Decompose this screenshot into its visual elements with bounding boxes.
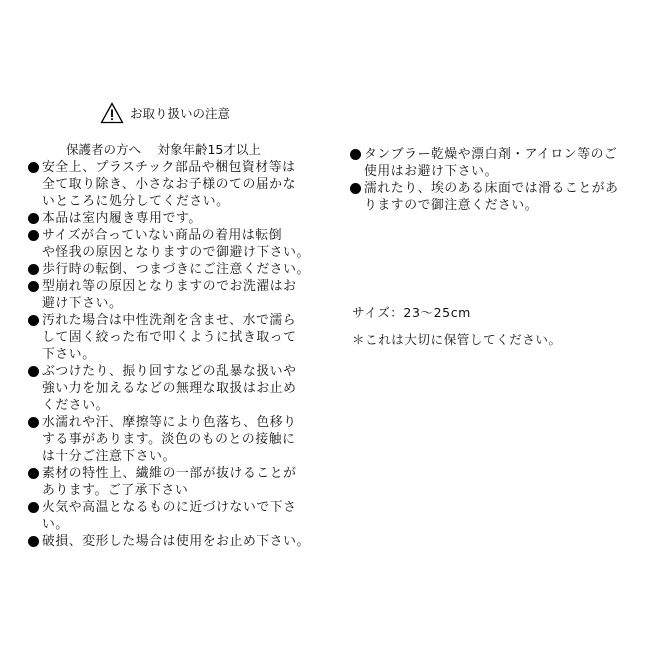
bullet-icon — [27, 227, 42, 244]
caution-item-line: 火気や高温となるものに近づけないで下さ — [42, 500, 297, 515]
caution-item-line: 破損、変形した場合は使用をお止め下さい。 — [42, 534, 310, 549]
caution-item — [27, 465, 327, 499]
caution-item-line: タンブラー乾燥や漂白剤・アイロン等のご — [364, 147, 618, 162]
caution-item — [27, 499, 327, 533]
caution-item — [349, 180, 639, 214]
caution-item-line: 型崩れ等の原因となりますのでお洗濯はお — [42, 279, 297, 294]
caution-item-line: 避け下さい。 — [42, 296, 123, 311]
caution-item-line: い。 — [42, 517, 69, 532]
guardian-age-note: 保護者の方へ 対象年齢15才以上 — [66, 142, 261, 157]
caution-item — [27, 227, 327, 261]
caution-item-line: する事があります。淡色のものとの接触に — [42, 432, 296, 447]
caution-item-line: して固く絞った布で叩くように拭き取って — [42, 330, 297, 345]
caution-item — [27, 159, 327, 210]
caution-item-line: 本品は室内履き専用です。 — [42, 211, 202, 226]
bullet-icon — [27, 533, 42, 550]
caution-item-line: 素材の特性上、繊維の一部が抜けることが — [42, 466, 297, 481]
caution-item-line: 水濡れや汗、摩擦等により色落ち、色移り — [42, 415, 297, 430]
caution-item-line: は十分ご注意下さい。 — [42, 449, 176, 464]
bullet-icon — [349, 146, 364, 163]
caution-item-line: 全て取り除き、小さなお子様のての届かな — [42, 177, 297, 192]
caution-item — [27, 363, 327, 414]
caution-item — [27, 278, 327, 312]
caution-heading-text: お取り扱いの注意 — [130, 106, 231, 121]
bullet-icon — [27, 278, 42, 295]
bullet-icon — [27, 414, 42, 431]
caution-heading — [100, 101, 230, 125]
warning-icon — [100, 102, 124, 124]
caution-list-right — [349, 146, 639, 214]
caution-item — [27, 261, 327, 278]
bullet-icon — [27, 499, 42, 516]
caution-item-line: ぶつけたり、振り回すなどの乱暴な扱いや — [42, 364, 297, 379]
caution-item — [349, 146, 639, 180]
bullet-icon — [27, 159, 42, 176]
caution-item-line: いところに処分してください。 — [42, 194, 230, 209]
caution-item-line: あります。ご了承下さい — [42, 483, 189, 498]
caution-item-line: 安全上、プラスチック部品や梱包資材等は — [42, 160, 296, 175]
caution-item — [27, 210, 327, 227]
caution-item-line: や怪我の原因となりますので御避け下さい。 — [42, 245, 310, 260]
keep-note: ＊これは大切に保管してください。 — [352, 332, 562, 347]
caution-item-line: 歩行時の転倒、つまづきにご注意ください。 — [42, 262, 310, 277]
caution-item-line: 下さい。 — [42, 347, 96, 362]
caution-item-line: 濡れたり、埃のある床面では滑ることがあ — [364, 181, 619, 196]
bullet-icon — [27, 465, 42, 482]
caution-item-line: 使用はお避け下さい。 — [364, 164, 498, 179]
bullet-icon — [349, 180, 364, 197]
caution-item-line: 強い力を加えるなどの無理な取扱はお止め — [42, 381, 297, 396]
bullet-icon — [27, 363, 42, 380]
caution-item — [27, 414, 327, 465]
caution-item-line: サイズが合っていない商品の着用は転倒 — [42, 228, 283, 243]
bullet-icon — [27, 261, 42, 278]
caution-item — [27, 312, 327, 363]
caution-item-line: ください。 — [42, 398, 109, 413]
caution-item-line: 汚れた場合は中性洗剤を含ませ、水で濡ら — [42, 313, 297, 328]
caution-item-line: りますので御注意ください。 — [364, 198, 539, 213]
caution-list-left — [27, 159, 327, 550]
caution-item — [27, 533, 327, 550]
bullet-icon — [27, 210, 42, 227]
bullet-icon — [27, 312, 42, 329]
size-label: サイズ：23～25cm — [352, 305, 471, 320]
